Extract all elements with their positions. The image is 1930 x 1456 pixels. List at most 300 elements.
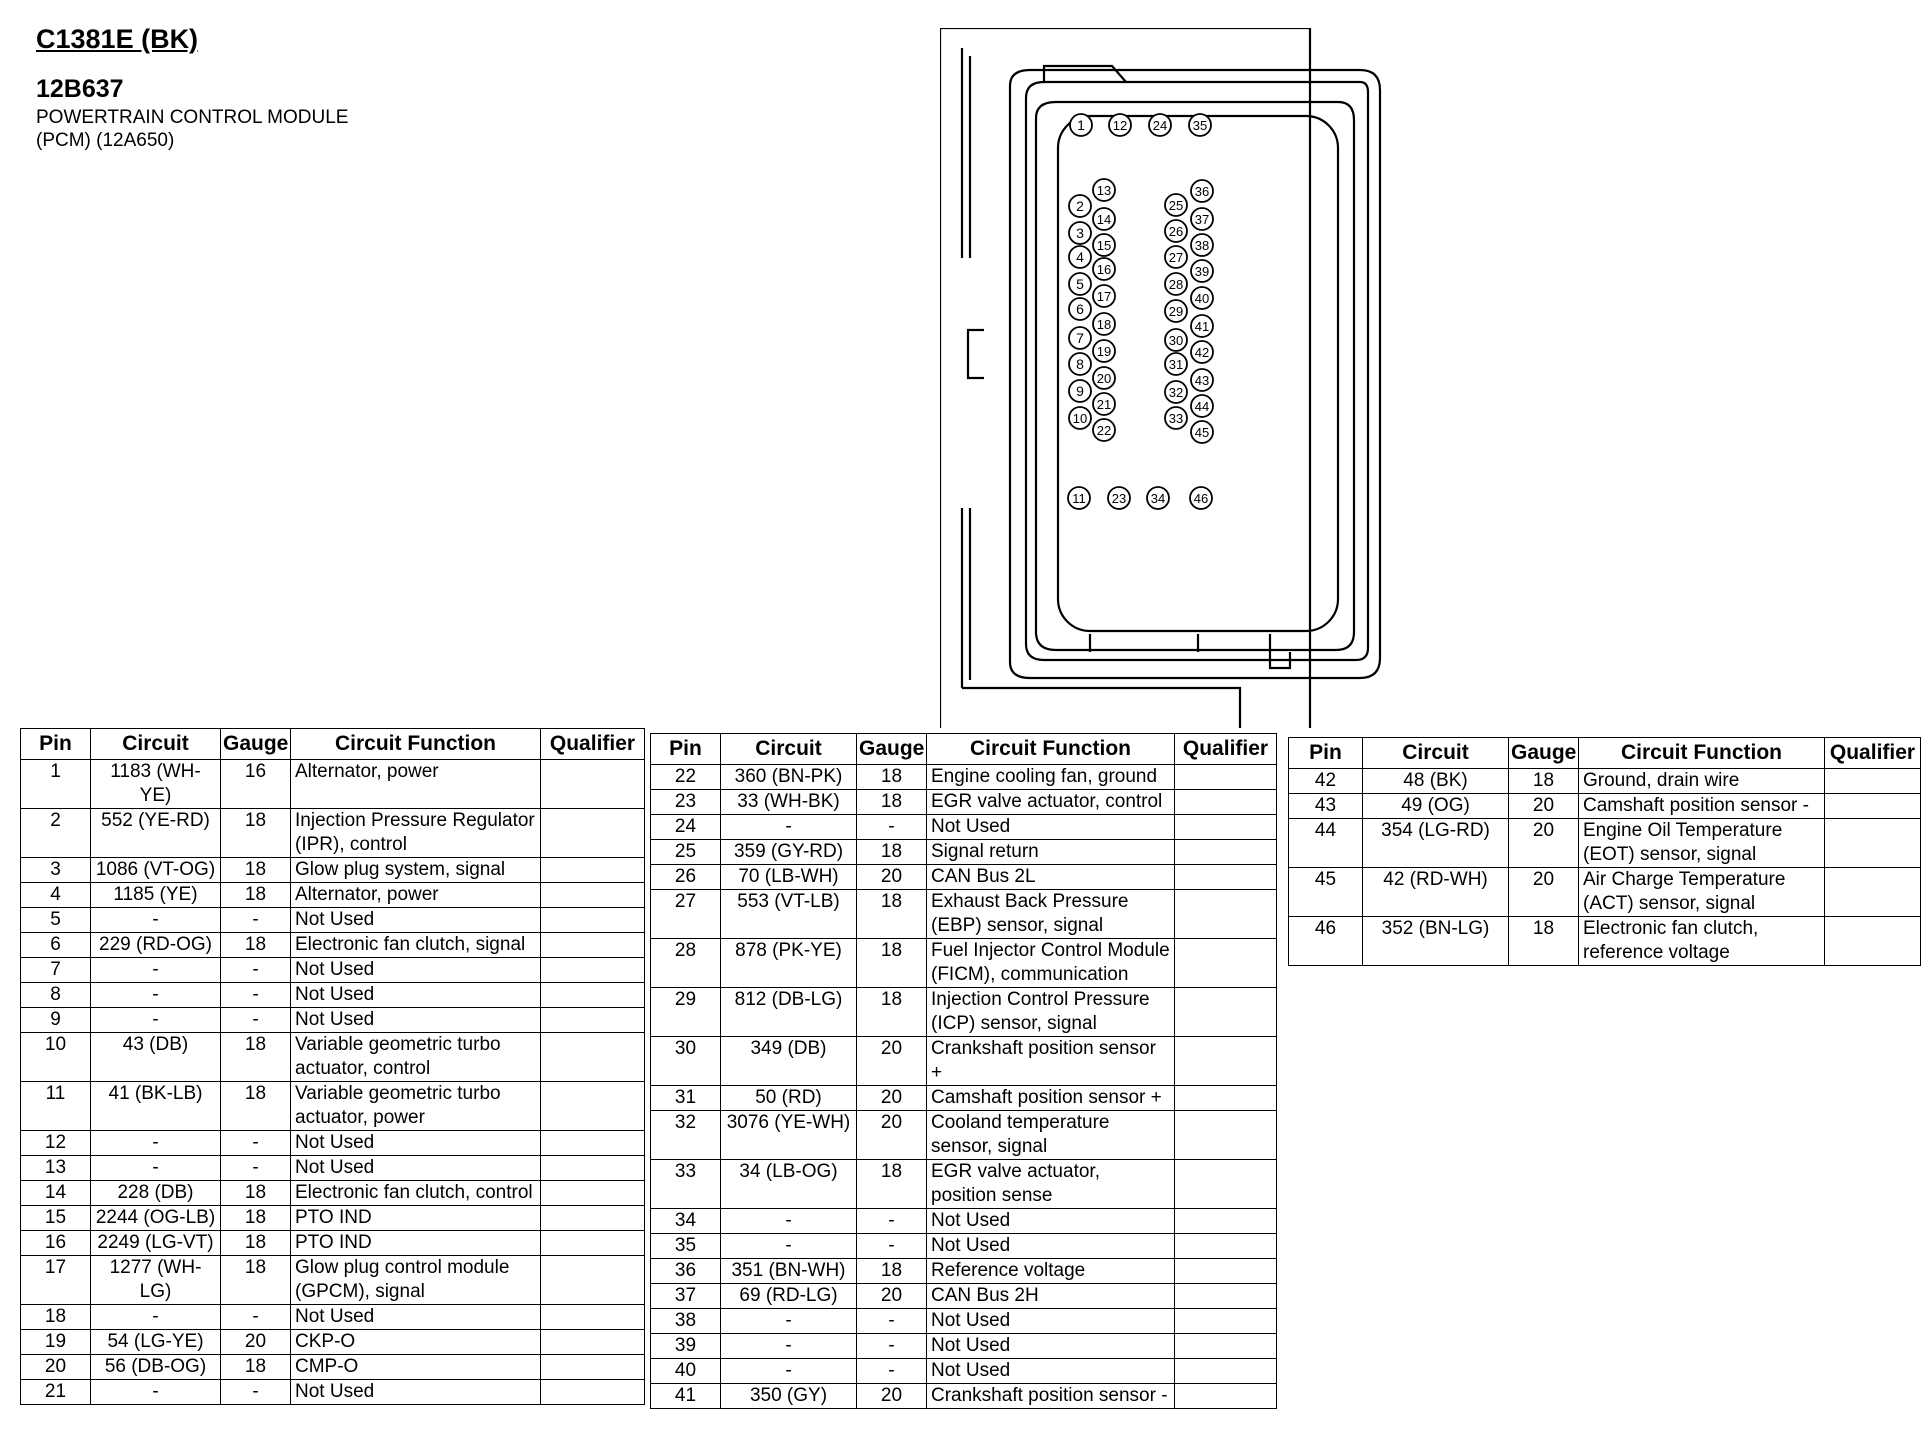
pin-cell: 45	[1289, 868, 1363, 917]
gauge-cell: 18	[221, 933, 291, 958]
pin-cell: 15	[21, 1206, 91, 1231]
pin-number-label: 6	[1076, 301, 1084, 317]
pin-cell: 19	[21, 1330, 91, 1355]
qualifier-cell	[1175, 939, 1277, 988]
function-cell: Fuel Injector Control Module (FICM), communication	[927, 939, 1175, 988]
pin-cell: 3	[21, 858, 91, 883]
pin-number-label: 14	[1096, 212, 1112, 227]
qualifier-cell	[541, 1008, 645, 1033]
pinout-table-1	[20, 728, 645, 1405]
pin-marker-27	[1165, 246, 1187, 268]
pin-number-label: 11	[1072, 491, 1086, 506]
qualifier-cell	[541, 908, 645, 933]
pin-marker-35	[1189, 114, 1211, 136]
pin-marker-44	[1191, 395, 1213, 417]
pin-cell: 24	[651, 815, 721, 840]
pin-cell: 17	[21, 1256, 91, 1305]
function-cell: Not Used	[291, 1131, 541, 1156]
pin-number-label: 30	[1168, 333, 1184, 348]
circuit-cell: -	[721, 815, 857, 840]
table-row	[21, 1008, 645, 1033]
circuit-cell: 56 (DB-OG)	[91, 1355, 221, 1380]
circuit-cell: 354 (LG-RD)	[1363, 819, 1509, 868]
table-row	[21, 908, 645, 933]
qualifier-cell	[541, 958, 645, 983]
qualifier-cell	[1175, 1284, 1277, 1309]
pinout-table-3	[1288, 737, 1921, 966]
function-cell: Signal return	[927, 840, 1175, 865]
pin-cell: 28	[651, 939, 721, 988]
gauge-cell: 18	[857, 1259, 927, 1284]
circuit-cell: 3076 (YE-WH)	[721, 1111, 857, 1160]
pin-marker-15	[1093, 234, 1115, 256]
pin-cell: 6	[21, 933, 91, 958]
table-row	[651, 815, 1277, 840]
column-header-gauge: Gauge	[1509, 738, 1579, 769]
pin-marker-5	[1069, 273, 1091, 295]
function-cell: PTO IND	[291, 1231, 541, 1256]
qualifier-cell	[1825, 917, 1921, 966]
pin-number-label: 5	[1076, 276, 1084, 292]
circuit-cell: 69 (RD-LG)	[721, 1284, 857, 1309]
table-row	[21, 983, 645, 1008]
circuit-cell: -	[91, 1008, 221, 1033]
gauge-cell: 18	[1509, 769, 1579, 794]
circuit-cell: 229 (RD-OG)	[91, 933, 221, 958]
pin-number-label: 35	[1192, 118, 1208, 133]
pin-number-label: 40	[1194, 291, 1210, 306]
function-cell: Electronic fan clutch, signal	[291, 933, 541, 958]
function-cell: Ground, drain wire	[1579, 769, 1825, 794]
qualifier-cell	[1825, 769, 1921, 794]
pin-cell: 10	[21, 1033, 91, 1082]
pin-cell: 26	[651, 865, 721, 890]
column-header-circuit: Circuit	[721, 734, 857, 765]
circuit-cell: 42 (RD-WH)	[1363, 868, 1509, 917]
qualifier-cell	[1175, 890, 1277, 939]
gauge-cell: 18	[221, 1181, 291, 1206]
table-row	[21, 1156, 645, 1181]
circuit-cell: 360 (BN-PK)	[721, 765, 857, 790]
function-cell: Engine Oil Temperature (EOT) sensor, signal	[1579, 819, 1825, 868]
connector-pin-markers	[1068, 114, 1213, 509]
table-row	[651, 790, 1277, 815]
pin-marker-33	[1165, 407, 1187, 429]
function-cell: Variable geometric turbo actuator, power	[291, 1082, 541, 1131]
pin-cell: 36	[651, 1259, 721, 1284]
table-row	[1289, 769, 1921, 794]
circuit-cell: -	[721, 1359, 857, 1384]
gauge-cell: 20	[857, 1384, 927, 1409]
gauge-cell: 20	[1509, 794, 1579, 819]
pin-marker-21	[1093, 393, 1115, 415]
function-cell: Not Used	[291, 958, 541, 983]
connector-latch-tab	[968, 330, 984, 378]
table-row	[651, 1234, 1277, 1259]
pin-marker-10	[1069, 407, 1091, 429]
pin-cell: 38	[651, 1309, 721, 1334]
qualifier-cell	[541, 1231, 645, 1256]
circuit-cell: 33 (WH-BK)	[721, 790, 857, 815]
pin-marker-4	[1069, 246, 1091, 268]
pin-marker-34	[1147, 487, 1169, 509]
table-row	[651, 1160, 1277, 1209]
pin-cell: 43	[1289, 794, 1363, 819]
function-cell: Not Used	[291, 1380, 541, 1405]
circuit-cell: 41 (BK-LB)	[91, 1082, 221, 1131]
pin-marker-22	[1093, 419, 1115, 441]
table-row	[1289, 868, 1921, 917]
table-row	[21, 883, 645, 908]
pin-cell: 35	[651, 1234, 721, 1259]
function-cell: CKP-O	[291, 1330, 541, 1355]
pin-marker-40	[1191, 287, 1213, 309]
pin-number-label: 33	[1168, 411, 1184, 426]
pin-cell: 25	[651, 840, 721, 865]
table-row	[21, 1082, 645, 1131]
table-row	[21, 958, 645, 983]
pin-number-label: 25	[1168, 198, 1184, 213]
function-cell: Alternator, power	[291, 760, 541, 809]
qualifier-cell	[541, 1305, 645, 1330]
gauge-cell: 18	[221, 1033, 291, 1082]
table-row	[21, 1181, 645, 1206]
module-name-line2: (PCM) (12A650)	[36, 130, 175, 151]
column-header-function: Circuit Function	[927, 734, 1175, 765]
gauge-cell: 18	[221, 1231, 291, 1256]
circuit-cell: 812 (DB-LG)	[721, 988, 857, 1037]
column-header-function: Circuit Function	[291, 729, 541, 760]
qualifier-cell	[541, 1355, 645, 1380]
function-cell: CAN Bus 2H	[927, 1284, 1175, 1309]
pin-marker-23	[1108, 487, 1130, 509]
qualifier-cell	[541, 1033, 645, 1082]
pin-marker-13	[1093, 179, 1115, 201]
circuit-cell: 48 (BK)	[1363, 769, 1509, 794]
qualifier-cell	[1175, 815, 1277, 840]
gauge-cell: -	[221, 1380, 291, 1405]
gauge-cell: 18	[221, 1082, 291, 1131]
qualifier-cell	[541, 933, 645, 958]
qualifier-cell	[541, 1156, 645, 1181]
pin-cell: 21	[21, 1380, 91, 1405]
pin-cell: 42	[1289, 769, 1363, 794]
part-number: 12B637	[36, 75, 124, 103]
function-cell: Not Used	[927, 815, 1175, 840]
gauge-cell: 20	[857, 1086, 927, 1111]
function-cell: PTO IND	[291, 1206, 541, 1231]
table-row	[651, 1284, 1277, 1309]
table-row	[651, 1359, 1277, 1384]
function-cell: Cooland temperature sensor, signal	[927, 1111, 1175, 1160]
circuit-cell: 49 (OG)	[1363, 794, 1509, 819]
pin-cell: 16	[21, 1231, 91, 1256]
pin-marker-6	[1069, 298, 1091, 320]
pin-number-label: 34	[1150, 491, 1166, 506]
function-cell: CMP-O	[291, 1355, 541, 1380]
pin-number-label: 32	[1168, 385, 1184, 400]
function-cell: Glow plug control module (GPCM), signal	[291, 1256, 541, 1305]
circuit-cell: -	[91, 1131, 221, 1156]
pin-marker-46	[1190, 487, 1212, 509]
pin-marker-19	[1093, 340, 1115, 362]
pin-marker-28	[1165, 273, 1187, 295]
pin-marker-7	[1069, 327, 1091, 349]
pin-cell: 34	[651, 1209, 721, 1234]
gauge-cell: 20	[857, 1037, 927, 1086]
pin-cell: 7	[21, 958, 91, 983]
pin-marker-24	[1149, 114, 1171, 136]
pin-number-label: 12	[1112, 118, 1128, 133]
table-row	[651, 865, 1277, 890]
circuit-cell: 552 (YE-RD)	[91, 809, 221, 858]
pin-marker-11	[1068, 487, 1090, 509]
gauge-cell: 18	[221, 1206, 291, 1231]
connector-face-diagram	[940, 28, 1420, 728]
function-cell: Alternator, power	[291, 883, 541, 908]
pin-number-label: 13	[1096, 183, 1112, 198]
table-row	[1289, 819, 1921, 868]
pin-cell: 2	[21, 809, 91, 858]
qualifier-cell	[541, 1380, 645, 1405]
function-cell: Not Used	[291, 1305, 541, 1330]
pin-number-label: 39	[1194, 264, 1210, 279]
column-header-gauge: Gauge	[857, 734, 927, 765]
column-header-circuit: Circuit	[91, 729, 221, 760]
qualifier-cell	[541, 883, 645, 908]
connector-code: C1381E (BK)	[36, 24, 199, 54]
qualifier-cell	[1825, 794, 1921, 819]
pin-marker-36	[1191, 180, 1213, 202]
gauge-cell: 18	[857, 1160, 927, 1209]
pin-cell: 1	[21, 760, 91, 809]
pin-marker-25	[1165, 194, 1187, 216]
table-row	[21, 858, 645, 883]
function-cell: CAN Bus 2L	[927, 865, 1175, 890]
pin-cell: 39	[651, 1334, 721, 1359]
qualifier-cell	[1175, 1259, 1277, 1284]
column-header-pin: Pin	[21, 729, 91, 760]
pin-number-label: 46	[1193, 491, 1209, 506]
pin-number-label: 21	[1096, 397, 1112, 412]
table-row	[651, 988, 1277, 1037]
circuit-cell: -	[721, 1234, 857, 1259]
gauge-cell: -	[221, 908, 291, 933]
pin-marker-32	[1165, 381, 1187, 403]
pin-number-label: 38	[1194, 238, 1210, 253]
pin-marker-38	[1191, 234, 1213, 256]
pin-number-label: 41	[1194, 319, 1210, 334]
qualifier-cell	[541, 760, 645, 809]
gauge-cell: -	[857, 815, 927, 840]
qualifier-cell	[1175, 1086, 1277, 1111]
function-cell: Not Used	[291, 1008, 541, 1033]
pin-number-label: 28	[1168, 277, 1184, 292]
pin-marker-30	[1165, 329, 1187, 351]
table-row	[651, 1209, 1277, 1234]
module-name-line1: POWERTRAIN CONTROL MODULE	[36, 107, 349, 128]
pin-cell: 23	[651, 790, 721, 815]
pin-cell: 12	[21, 1131, 91, 1156]
pin-number-label: 24	[1152, 118, 1168, 133]
table-row	[21, 809, 645, 858]
pinout-table-2	[650, 733, 1277, 1409]
pin-cell: 27	[651, 890, 721, 939]
gauge-cell: -	[857, 1309, 927, 1334]
pin-number-label: 29	[1168, 304, 1184, 319]
qualifier-cell	[541, 1181, 645, 1206]
pin-cell: 46	[1289, 917, 1363, 966]
qualifier-cell	[541, 1082, 645, 1131]
pin-cell: 11	[21, 1082, 91, 1131]
table-row	[21, 933, 645, 958]
column-header-pin: Pin	[651, 734, 721, 765]
circuit-cell: -	[91, 908, 221, 933]
pin-number-label: 45	[1194, 425, 1210, 440]
function-cell: Exhaust Back Pressure (EBP) sensor, signal	[927, 890, 1175, 939]
table-row	[21, 1256, 645, 1305]
qualifier-cell	[1175, 765, 1277, 790]
pin-number-label: 36	[1194, 184, 1210, 199]
qualifier-cell	[1175, 840, 1277, 865]
circuit-cell: 878 (PK-YE)	[721, 939, 857, 988]
circuit-cell: 2249 (LG-VT)	[91, 1231, 221, 1256]
pin-cell: 32	[651, 1111, 721, 1160]
qualifier-cell	[1175, 1334, 1277, 1359]
gauge-cell: 18	[1509, 917, 1579, 966]
pin-number-label: 31	[1168, 357, 1184, 372]
table-row	[1289, 917, 1921, 966]
qualifier-cell	[1175, 790, 1277, 815]
qualifier-cell	[541, 858, 645, 883]
function-cell: Not Used	[291, 908, 541, 933]
table-row	[21, 1033, 645, 1082]
function-cell: Crankshaft position sensor +	[927, 1037, 1175, 1086]
qualifier-cell	[1175, 1160, 1277, 1209]
table-row	[21, 1305, 645, 1330]
circuit-cell: 228 (DB)	[91, 1181, 221, 1206]
gauge-cell: -	[221, 1305, 291, 1330]
pin-cell: 22	[651, 765, 721, 790]
circuit-cell: 349 (DB)	[721, 1037, 857, 1086]
table-row	[21, 1380, 645, 1405]
pin-number-label: 7	[1076, 330, 1084, 346]
circuit-cell: 43 (DB)	[91, 1033, 221, 1082]
gauge-cell: -	[857, 1234, 927, 1259]
pin-marker-3	[1069, 222, 1091, 244]
qualifier-cell	[541, 1131, 645, 1156]
circuit-cell: 70 (LB-WH)	[721, 865, 857, 890]
function-cell: Camshaft position sensor -	[1579, 794, 1825, 819]
circuit-cell: 359 (GY-RD)	[721, 840, 857, 865]
gauge-cell: -	[221, 1131, 291, 1156]
qualifier-cell	[1175, 1359, 1277, 1384]
pin-marker-18	[1093, 313, 1115, 335]
pin-marker-9	[1069, 380, 1091, 402]
pin-marker-2	[1069, 195, 1091, 217]
pin-marker-14	[1093, 208, 1115, 230]
table-row	[651, 1309, 1277, 1334]
pin-number-label: 42	[1194, 345, 1210, 360]
pin-marker-42	[1191, 341, 1213, 363]
circuit-cell: -	[91, 1156, 221, 1181]
table-row	[651, 939, 1277, 988]
function-cell: Camshaft position sensor +	[927, 1086, 1175, 1111]
pin-number-label: 20	[1096, 371, 1112, 386]
table-row	[651, 765, 1277, 790]
pin-number-label: 1	[1077, 117, 1085, 133]
circuit-cell: -	[721, 1209, 857, 1234]
pin-marker-37	[1191, 208, 1213, 230]
column-header-qualifier: Qualifier	[1825, 738, 1921, 769]
circuit-cell: 1277 (WH-LG)	[91, 1256, 221, 1305]
function-cell: Not Used	[927, 1334, 1175, 1359]
table-row	[651, 890, 1277, 939]
gauge-cell: -	[857, 1334, 927, 1359]
column-header-qualifier: Qualifier	[1175, 734, 1277, 765]
pin-cell: 44	[1289, 819, 1363, 868]
column-header-gauge: Gauge	[221, 729, 291, 760]
circuit-cell: 1086 (VT-OG)	[91, 858, 221, 883]
pin-marker-16	[1093, 258, 1115, 280]
column-header-function: Circuit Function	[1579, 738, 1825, 769]
table-row	[21, 1355, 645, 1380]
gauge-cell: 18	[221, 883, 291, 908]
circuit-cell: -	[721, 1309, 857, 1334]
pin-number-label: 10	[1072, 411, 1088, 426]
pin-number-label: 8	[1076, 356, 1084, 372]
pin-number-label: 18	[1096, 317, 1112, 332]
pin-number-label: 26	[1168, 224, 1184, 239]
pin-number-label: 15	[1096, 238, 1112, 253]
pin-marker-1	[1070, 114, 1092, 136]
function-cell: Injection Pressure Regulator (IPR), control	[291, 809, 541, 858]
table-row	[21, 1330, 645, 1355]
function-cell: Crankshaft position sensor -	[927, 1384, 1175, 1409]
pin-number-label: 37	[1194, 212, 1210, 227]
circuit-cell: 1185 (YE)	[91, 883, 221, 908]
table-row	[21, 760, 645, 809]
gauge-cell: 18	[221, 1256, 291, 1305]
pin-number-label: 22	[1096, 423, 1112, 438]
table-row	[21, 1131, 645, 1156]
pin-cell: 37	[651, 1284, 721, 1309]
gauge-cell: 18	[857, 790, 927, 815]
function-cell: EGR valve actuator, position sense	[927, 1160, 1175, 1209]
gauge-cell: -	[221, 1156, 291, 1181]
qualifier-cell	[1175, 1309, 1277, 1334]
pin-marker-17	[1093, 285, 1115, 307]
gauge-cell: 16	[221, 760, 291, 809]
circuit-cell: -	[91, 1305, 221, 1330]
table-row	[651, 1384, 1277, 1409]
pin-number-label: 43	[1194, 373, 1210, 388]
pin-marker-12	[1109, 114, 1131, 136]
gauge-cell: -	[221, 1008, 291, 1033]
circuit-cell: -	[91, 1380, 221, 1405]
function-cell: Not Used	[927, 1234, 1175, 1259]
pin-cell: 8	[21, 983, 91, 1008]
gauge-cell: 20	[221, 1330, 291, 1355]
circuit-cell: 352 (BN-LG)	[1363, 917, 1509, 966]
function-cell: Air Charge Temperature (ACT) sensor, signal	[1579, 868, 1825, 917]
function-cell: Electronic fan clutch, reference voltage	[1579, 917, 1825, 966]
gauge-cell: 20	[1509, 819, 1579, 868]
pin-number-label: 3	[1076, 225, 1084, 241]
gauge-cell: 18	[857, 939, 927, 988]
table-row	[651, 840, 1277, 865]
qualifier-cell	[1825, 868, 1921, 917]
